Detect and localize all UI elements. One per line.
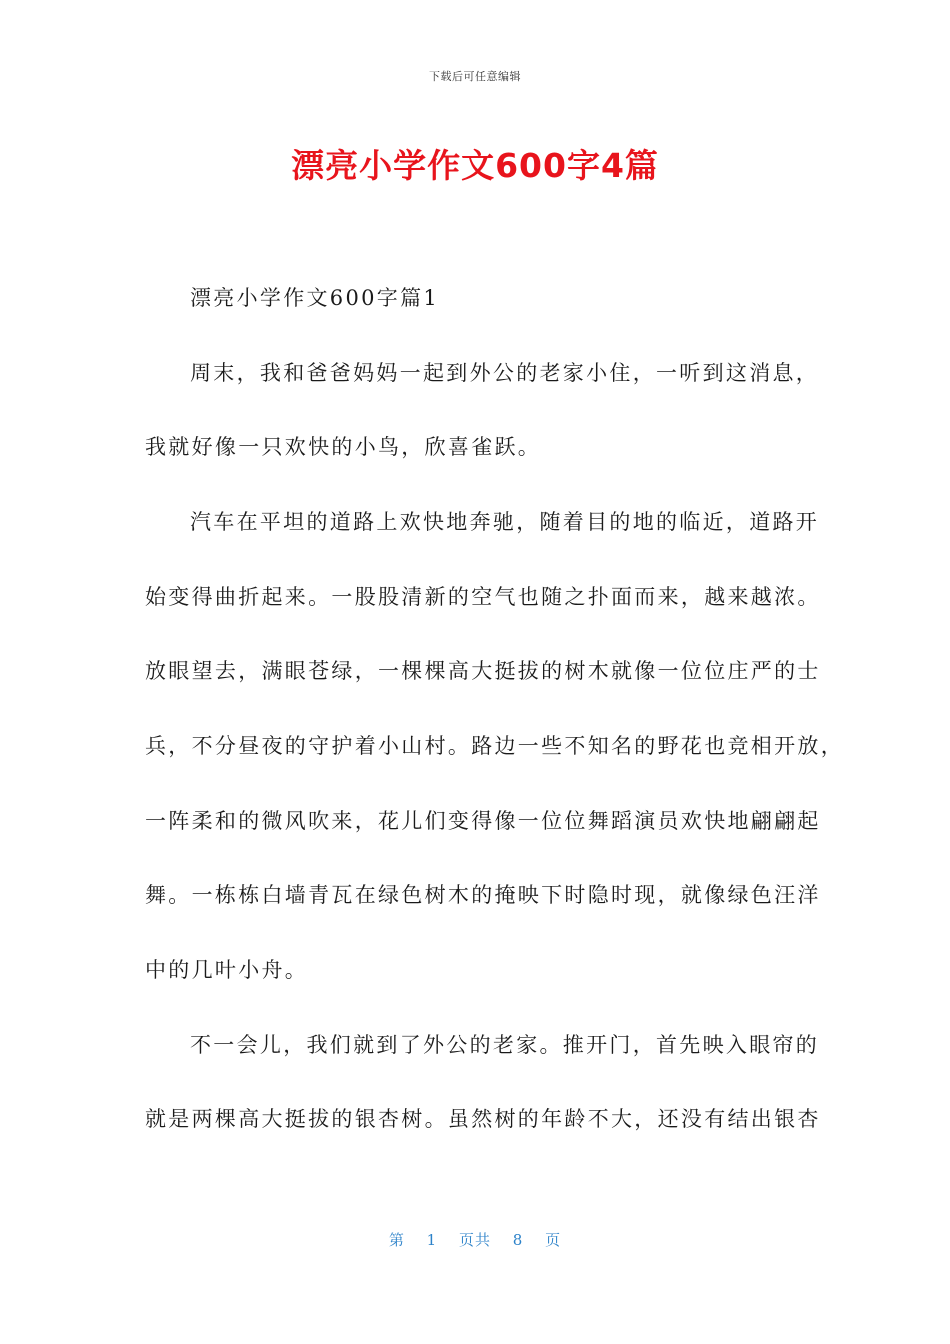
paragraph-line: 就是两棵高大挺拔的银杏树。虽然树的年龄不大，还没有结出银杏: [145, 1107, 821, 1131]
paragraph-line: 兵，不分昼夜的守护着小山村。路边一些不知名的野花也竞相开放，: [145, 734, 844, 758]
total-pages: 8: [512, 1231, 524, 1249]
page-footer: [0, 1229, 950, 1250]
page-label-suffix: 页: [545, 1231, 562, 1249]
paragraph-line: 汽车在平坦的道路上欢快地奔驰，随着目的地的临近，道路开: [190, 510, 820, 534]
paragraph-line: 不一会儿，我们就到了外公的老家。推开门，首先映入眼帘的: [190, 1033, 820, 1057]
paragraph-line: 我就好像一只欢快的小鸟，欣喜雀跃。: [145, 435, 542, 459]
page-label-prefix: 第: [388, 1231, 405, 1249]
document-title: 漂亮小学作文600字4篇: [291, 146, 659, 185]
paragraph-line: 中的几叶小舟。: [145, 958, 309, 982]
section-heading: 漂亮小学作文600字篇1: [190, 286, 440, 310]
paragraph-line: 放眼望去，满眼苍绿，一棵棵高大挺拔的树木就像一位位庄严的士: [145, 659, 821, 683]
page-number: 1: [426, 1231, 438, 1249]
page-label-mid: 页共: [458, 1231, 491, 1249]
paragraph-line: 始变得曲折起来。一股股清新的空气也随之扑面而来，越来越浓。: [145, 585, 821, 609]
header-note: 下载后可任意编辑: [429, 70, 521, 83]
paragraph-line: 舞。一栋栋白墙青瓦在绿色树木的掩映下时隐时现，就像绿色汪洋: [145, 883, 821, 907]
paragraph-line: 一阵柔和的微风吹来，花儿们变得像一位位舞蹈演员欢快地翩翩起: [145, 809, 821, 833]
paragraph-line: 周末，我和爸爸妈妈一起到外公的老家小住，一听到这消息，: [190, 361, 820, 385]
